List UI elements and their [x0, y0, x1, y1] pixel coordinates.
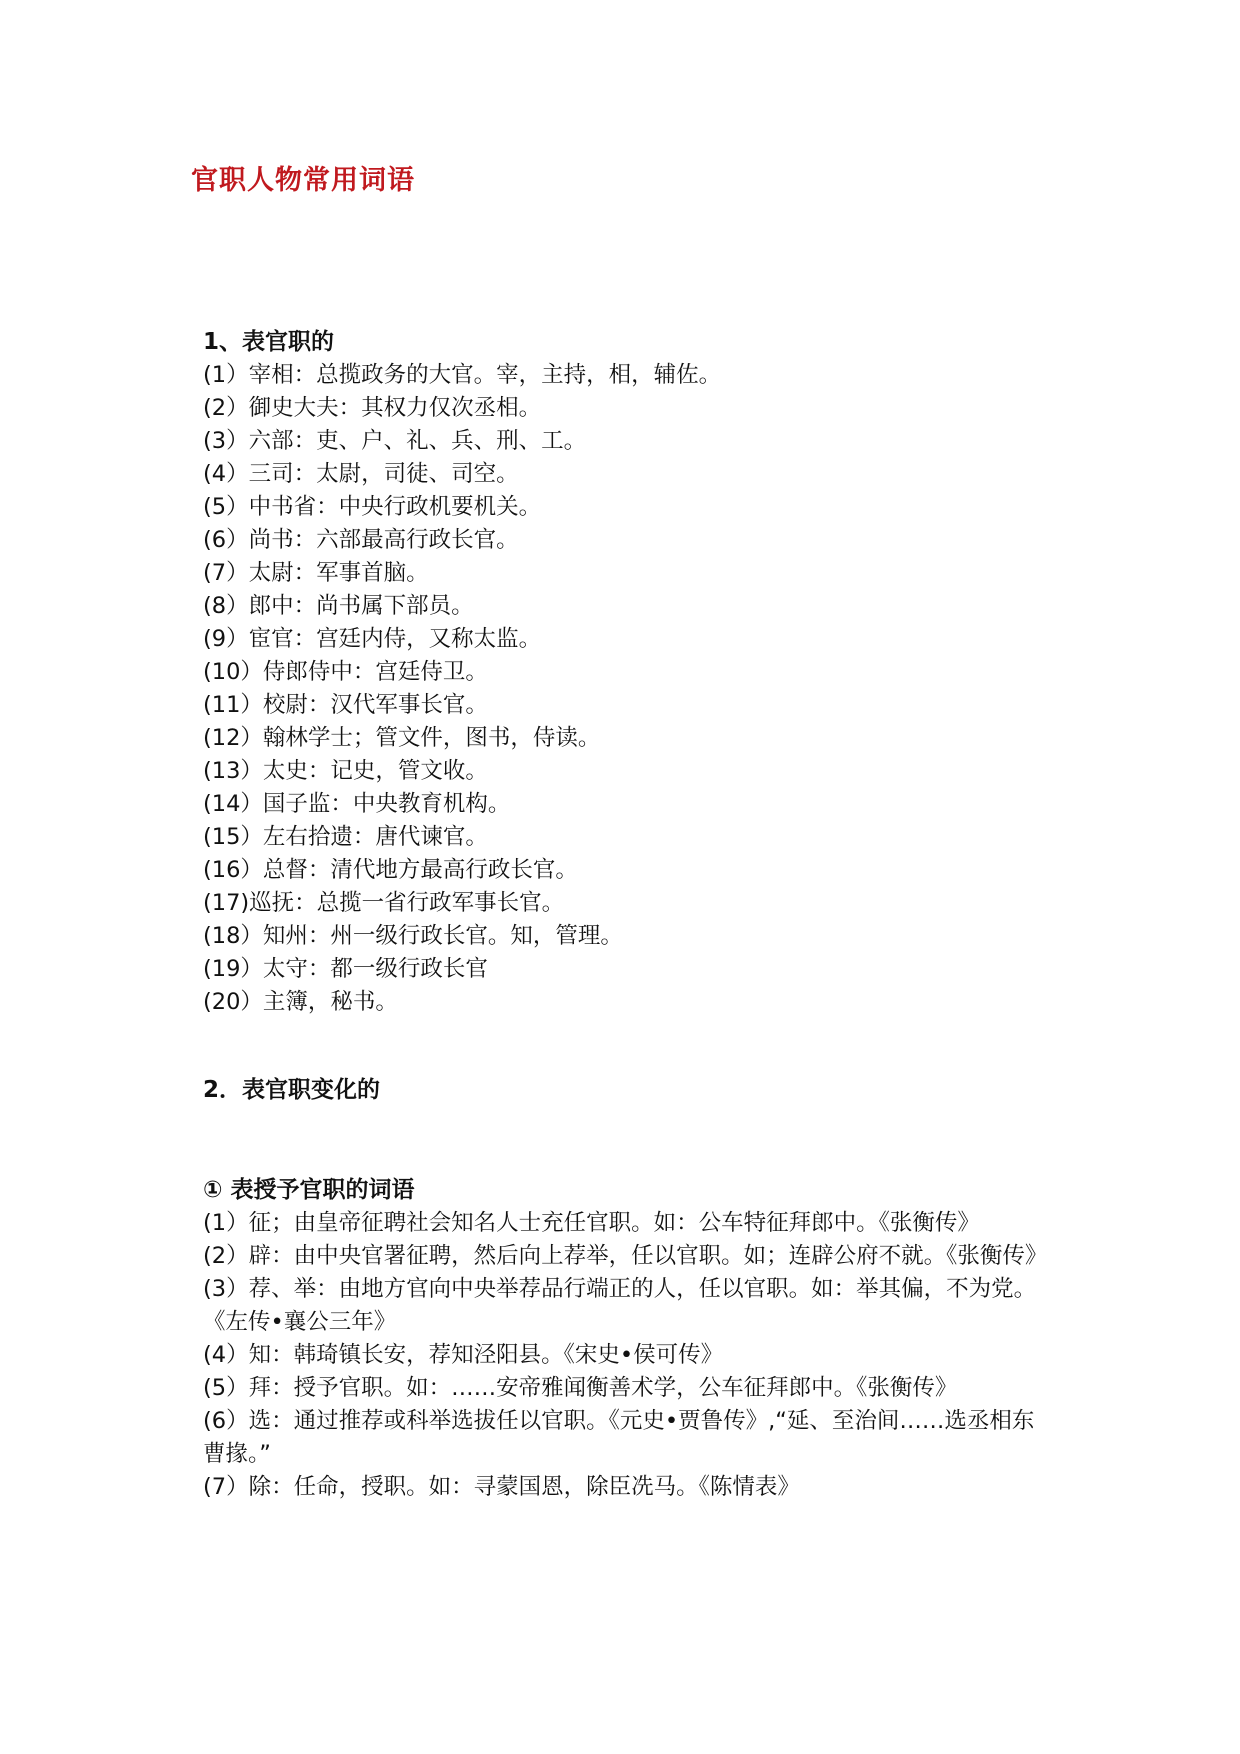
- list-item: (14）国子监：中央教育机构。: [203, 791, 511, 817]
- list-item: (19）太守：都一级行政长官: [203, 956, 488, 982]
- section-official-titles: [203, 326, 1053, 1019]
- list-item: (3）荐、举：由地方官向中央举荐品行端正的人，任以官职。如：举其偏，不为党。《左传•襄公三年》: [203, 1276, 1037, 1335]
- document-title: 官职人物常用词语: [191, 165, 415, 196]
- section-heading: 1、表官职的: [203, 329, 335, 355]
- subsection-heading: ① 表授予官职的词语: [203, 1177, 415, 1203]
- list-item: (18）知州：州一级行政长官。知，管理。: [203, 923, 623, 949]
- section-office-changes: [203, 1074, 1053, 1107]
- list-item: (7）太尉：军事首脑。: [203, 560, 429, 586]
- list-item: (13）太史：记史，管文收。: [203, 758, 488, 784]
- subsection-appointment-terms: [203, 1174, 1053, 1504]
- list-item: (7）除：任命，授职。如：寻蒙国恩，除臣冼马。《陈情表》: [203, 1474, 800, 1500]
- list-item: (1）宰相：总揽政务的大官。宰，主持，相，辅佐。: [203, 362, 722, 388]
- appointment-terms-list: [203, 1207, 1053, 1504]
- list-item: (16）总督：清代地方最高行政长官。: [203, 857, 578, 883]
- list-item: (6）尚书：六部最高行政长官。: [203, 527, 519, 553]
- section-heading: 2．表官职变化的: [203, 1077, 381, 1103]
- list-item: (12）翰林学士；管文件，图书，侍读。: [203, 725, 601, 751]
- list-item: (11）校尉：汉代军事长官。: [203, 692, 488, 718]
- official-titles-list: [203, 359, 1053, 1019]
- list-item: (2）辟：由中央官署征聘，然后向上荐举，任以官职。如；连辟公府不就。《张衡传》: [203, 1243, 1048, 1269]
- list-item: (4）三司：太尉，司徒、司空。: [203, 461, 519, 487]
- list-item: (15）左右拾遗：唐代谏官。: [203, 824, 488, 850]
- list-item: (10）侍郎侍中：宫廷侍卫。: [203, 659, 488, 685]
- list-item: (8）郎中：尚书属下部员。: [203, 593, 474, 619]
- list-item: (20）主簿，秘书。: [203, 989, 398, 1015]
- list-item: (4）知：韩琦镇长安，荐知泾阳县。《宋史•侯可传》: [203, 1342, 724, 1368]
- list-item: (3）六部：吏、户、礼、兵、刑、工。: [203, 428, 587, 454]
- list-item: (5）中书省：中央行政机要机关。: [203, 494, 542, 520]
- list-item: (9）宦官：宫廷内侍，又称太监。: [203, 626, 542, 652]
- list-item: (5）拜：授予官职。如：……安帝雅闻衡善术学，公车征拜郎中。《张衡传》: [203, 1375, 958, 1401]
- list-item: (1）征；由皇帝征聘社会知名人士充任官职。如：公车特征拜郎中。《张衡传》: [203, 1210, 980, 1236]
- list-item: (2）御史大夫：其权力仅次丞相。: [203, 395, 542, 421]
- list-item: (17)巡抚：总揽一省行政军事长官。: [203, 890, 565, 916]
- list-item: (6）选：通过推荐或科举选拔任以官职。《元史•贾鲁传》,“延、至治间……选丞相东曹掾。”: [203, 1408, 1035, 1467]
